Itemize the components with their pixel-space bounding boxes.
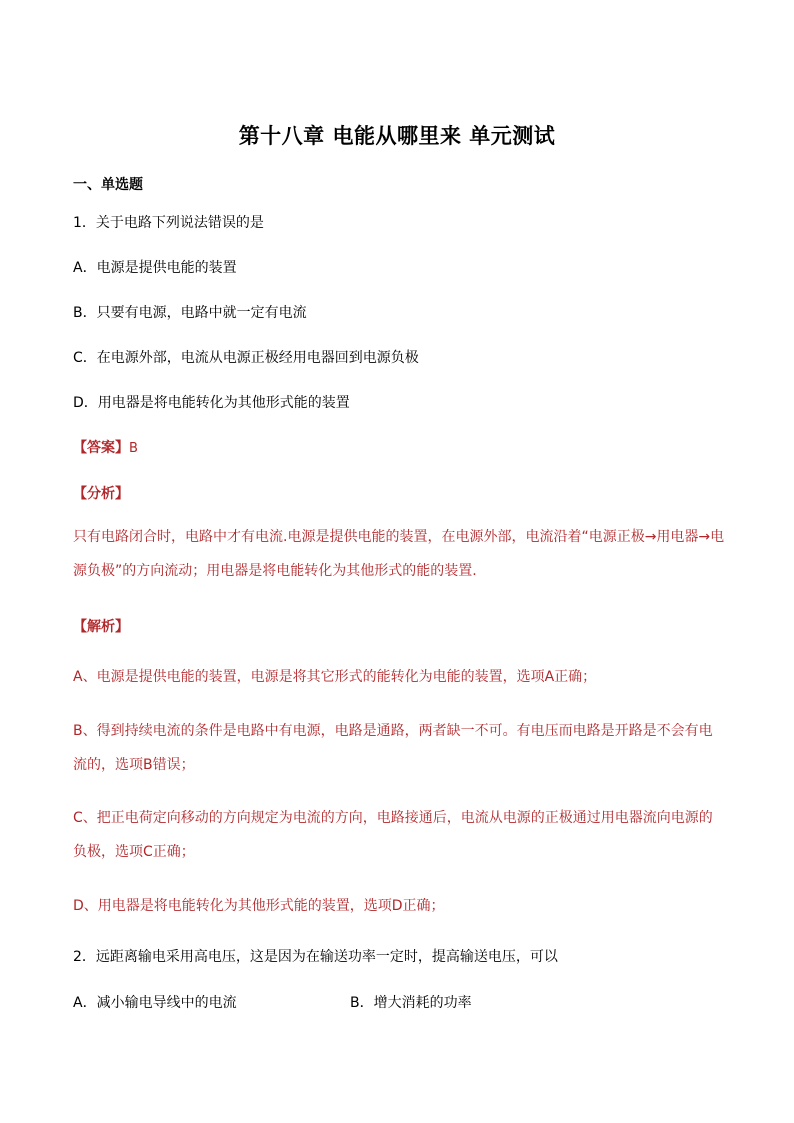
question-2-option-b: B．增大消耗的功率 — [350, 995, 472, 1011]
question-1-option-b: B．只要有电源，电路中就一定有电流 — [73, 305, 307, 321]
question-2-options-row — [73, 993, 725, 1013]
question-2-option-a: A．减小输电导线中的电流 — [73, 995, 237, 1011]
answer-value: B — [129, 441, 138, 456]
section-heading-single-choice: 一、单选题 — [73, 177, 143, 193]
explanation-tag: 【解析】 — [73, 619, 129, 635]
explanation-d: D、用电器是将电能转化为其他形式能的装置，选项D正确； — [73, 898, 445, 914]
question-1-option-a: A．电源是提供电能的装置 — [73, 260, 237, 276]
analysis-text: 只有电路闭合时，电路中才有电流.电源是提供电能的装置，在电源外部，电流沿着“电源正极→用电器→电源负极”的方向流动；用电器是将电能转化为其他形式的能的装置. — [73, 529, 725, 579]
question-2-stem: 2．远距离输电采用高电压，这是因为在输送功率一定时，提高输送电压，可以 — [73, 949, 558, 965]
explanation-c: C、把正电荷定向移动的方向规定为电流的方向，电路接通后，电流从电源的正极通过用电器流向电源的负极，选项C正确； — [73, 810, 713, 860]
question-1-stem: 1．关于电路下列说法错误的是 — [73, 215, 264, 231]
explanation-a: A、电源是提供电能的装置，电源是将其它形式的能转化为电能的装置，选项A正确； — [73, 669, 597, 685]
page-title: 第十八章 电能从哪里来 单元测试 — [238, 123, 556, 148]
question-1-option-d: D．用电器是将电能转化为其他形式能的装置 — [73, 395, 350, 411]
explanation-b: B、得到持续电流的条件是电路中有电源，电路是通路，两者缺一不可。有电压而电路是开路是不会有电流的，选项B错误； — [73, 723, 713, 773]
answer-tag: 【答案】 — [73, 440, 129, 456]
question-1-option-c: C．在电源外部，电流从电源正极经用电器回到电源负极 — [73, 350, 419, 366]
answer-line — [73, 438, 138, 459]
analysis-tag: 【分析】 — [73, 486, 129, 502]
